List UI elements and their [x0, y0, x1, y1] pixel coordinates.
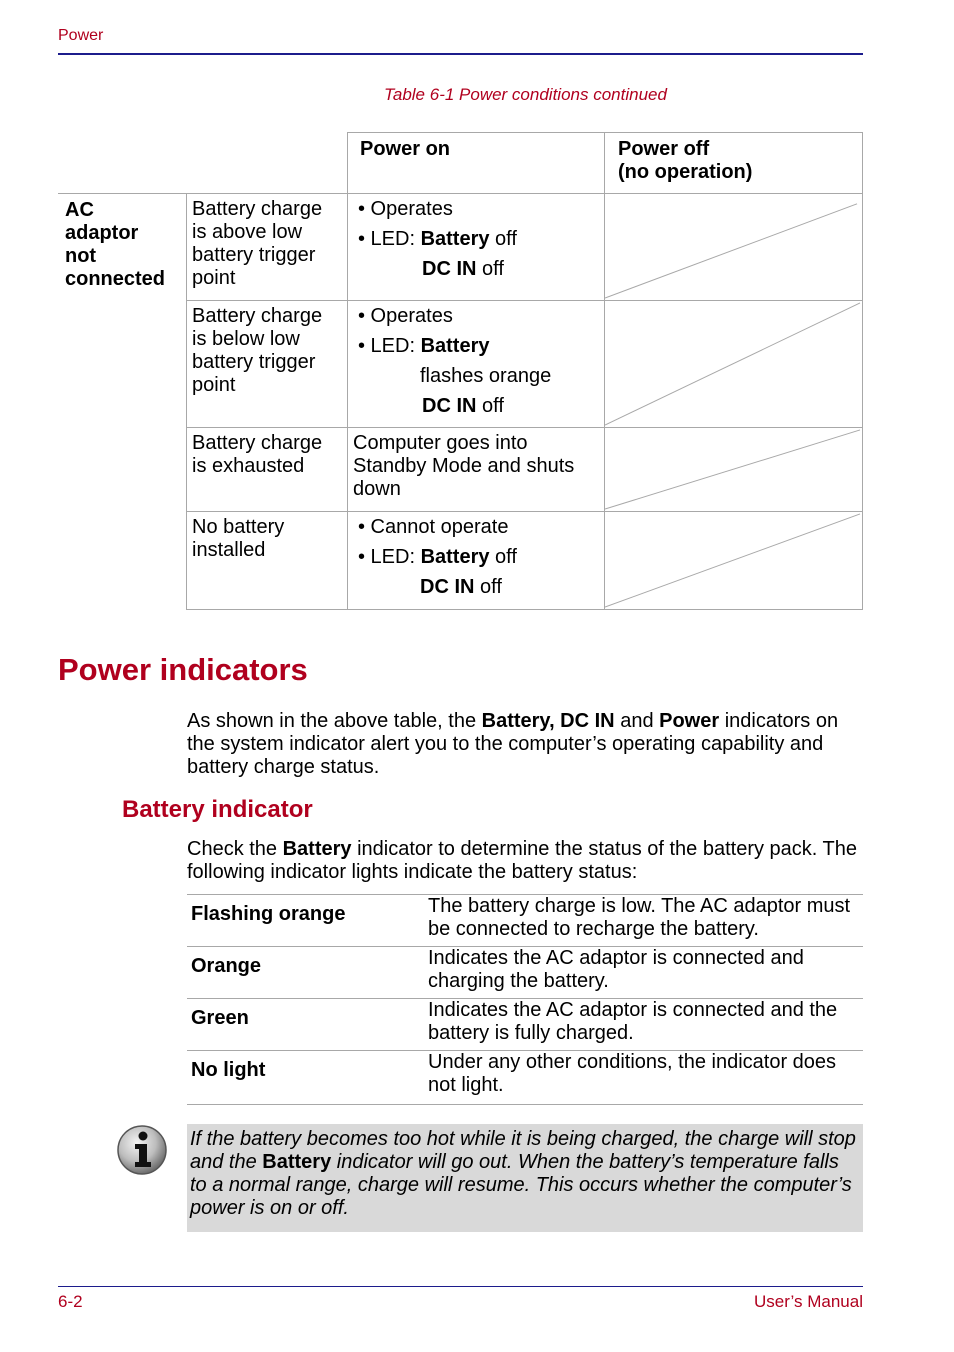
group-label-line: AC — [65, 199, 94, 221]
dcin-line — [358, 395, 594, 418]
led-battery-state: off — [489, 228, 517, 250]
para-bold: Battery, DC IN — [481, 710, 615, 732]
para-bold: Battery — [282, 838, 352, 860]
led-line — [358, 546, 594, 569]
manual-title: User’s Manual — [754, 1292, 863, 1311]
table-row — [187, 946, 863, 998]
led-battery-state: off — [489, 546, 517, 568]
dcin-state: off — [474, 576, 502, 598]
subsection-heading-battery-indicator: Battery indicator — [122, 796, 313, 823]
led-prefix: • LED: — [358, 228, 421, 250]
table-row — [187, 1050, 863, 1105]
condition-line: is below low — [192, 328, 300, 350]
state-text-line: down — [353, 478, 401, 500]
state-text-line: Computer goes into — [353, 432, 528, 454]
not-applicable-cell — [604, 300, 863, 428]
table-caption: Table 6-1 Power conditions continued — [384, 85, 667, 104]
dcin-label: DC IN — [420, 576, 475, 598]
led-line — [358, 335, 594, 358]
condition-line: Battery charge — [192, 432, 323, 454]
led-battery: Battery — [420, 546, 490, 568]
state-bullet: • Operates — [358, 198, 453, 220]
header-power-off-cell — [604, 132, 863, 194]
condition-cell — [186, 193, 348, 301]
battery-indicator-paragraph — [187, 838, 863, 884]
diagonal-line — [605, 428, 862, 511]
running-header: Power — [58, 27, 104, 44]
led-line — [358, 228, 594, 251]
page-number: 6-2 — [58, 1292, 83, 1311]
para-text: indicator to determine the status of the battery pack. The following indicator lights indicate the battery status: — [187, 838, 857, 883]
para-text: Check the — [187, 838, 283, 860]
table-row — [187, 998, 863, 1050]
state-bullet: • Operates — [358, 305, 453, 327]
note-box — [187, 1124, 863, 1232]
group-label-line: not — [65, 245, 97, 267]
note-bold: Battery — [262, 1151, 332, 1173]
power-indicators-paragraph — [187, 710, 863, 779]
dcin-label: DC IN — [422, 395, 477, 417]
dcin-label: DC IN — [422, 258, 477, 280]
led-prefix: • LED: — [358, 546, 421, 568]
diagonal-line — [605, 512, 862, 609]
indicator-term: No light — [191, 1059, 266, 1081]
diagonal-line — [605, 301, 862, 427]
condition-line: battery trigger — [192, 351, 316, 373]
indicator-term: Flashing orange — [191, 903, 346, 925]
footer-rule — [58, 1286, 863, 1287]
indicator-description: Indicates the AC adaptor is connected and the battery is fully charged. — [428, 999, 838, 1044]
para-text: and — [614, 710, 660, 732]
para-text: indicators on the system indicator alert you to the computer’s operating capability and battery charge status. — [187, 710, 839, 778]
info-icon — [116, 1124, 168, 1176]
indicator-description: Indicates the AC adaptor is connected and charging the battery. — [428, 947, 804, 992]
group-label-line: adaptor — [65, 222, 139, 244]
power-on-cell — [347, 300, 605, 428]
condition-line: battery trigger — [192, 244, 316, 266]
condition-cell — [186, 300, 348, 428]
indicator-term: Green — [191, 1007, 249, 1029]
note-text: indicator will go out. When the battery’s temperature falls to a normal range, charge will resume. This occurs whether the computer’s power is on or off. — [190, 1151, 852, 1219]
header-rule — [58, 53, 863, 55]
indicator-term: Orange — [191, 955, 262, 977]
not-applicable-cell — [604, 427, 863, 512]
group-label-line: connected — [65, 268, 166, 290]
condition-line: point — [192, 374, 236, 396]
header-power-off: Power off — [618, 138, 710, 160]
indicator-description: The battery charge is low. The AC adaptor must be connected to recharge the battery. — [428, 895, 851, 940]
diagonal-line — [605, 194, 862, 300]
condition-line: Battery charge — [192, 198, 323, 220]
led-battery: Battery — [420, 228, 490, 250]
dcin-state: off — [476, 395, 504, 417]
power-on-cell — [347, 193, 605, 301]
para-bold: Power — [659, 710, 720, 732]
state-bullet: • Cannot operate — [358, 516, 509, 538]
condition-cell — [186, 427, 348, 512]
condition-line: is above low — [192, 221, 303, 243]
condition-line: installed — [192, 539, 266, 561]
group-label-ac-not-connected — [58, 193, 187, 610]
led-prefix: • LED: — [358, 335, 421, 357]
not-applicable-cell — [604, 193, 863, 301]
condition-cell — [186, 511, 348, 610]
dcin-state: off — [476, 258, 504, 280]
power-on-cell — [347, 511, 605, 610]
header-no-operation: (no operation) — [618, 161, 753, 183]
led-battery: Battery — [420, 335, 490, 357]
battery-state-line: flashes orange — [420, 365, 552, 387]
table-row — [187, 894, 863, 946]
dcin-line — [358, 576, 594, 599]
section-heading-power-indicators: Power indicators — [58, 652, 308, 687]
para-text: As shown in the above table, the — [187, 710, 482, 732]
condition-line: is exhausted — [192, 455, 305, 477]
header-power-on-cell — [347, 132, 605, 194]
condition-line: Battery charge — [192, 305, 323, 327]
indicator-description: Under any other conditions, the indicator does not light. — [428, 1051, 837, 1096]
state-text-line: Standby Mode and shuts — [353, 455, 575, 477]
condition-line: No battery — [192, 516, 285, 538]
note-text: If the battery becomes too hot while it is being charged, the charge will stop and the — [190, 1128, 856, 1173]
header-power-on: Power on — [360, 138, 451, 160]
power-on-cell — [347, 427, 605, 512]
dcin-line — [358, 258, 594, 281]
condition-line: point — [192, 267, 236, 289]
not-applicable-cell — [604, 511, 863, 610]
